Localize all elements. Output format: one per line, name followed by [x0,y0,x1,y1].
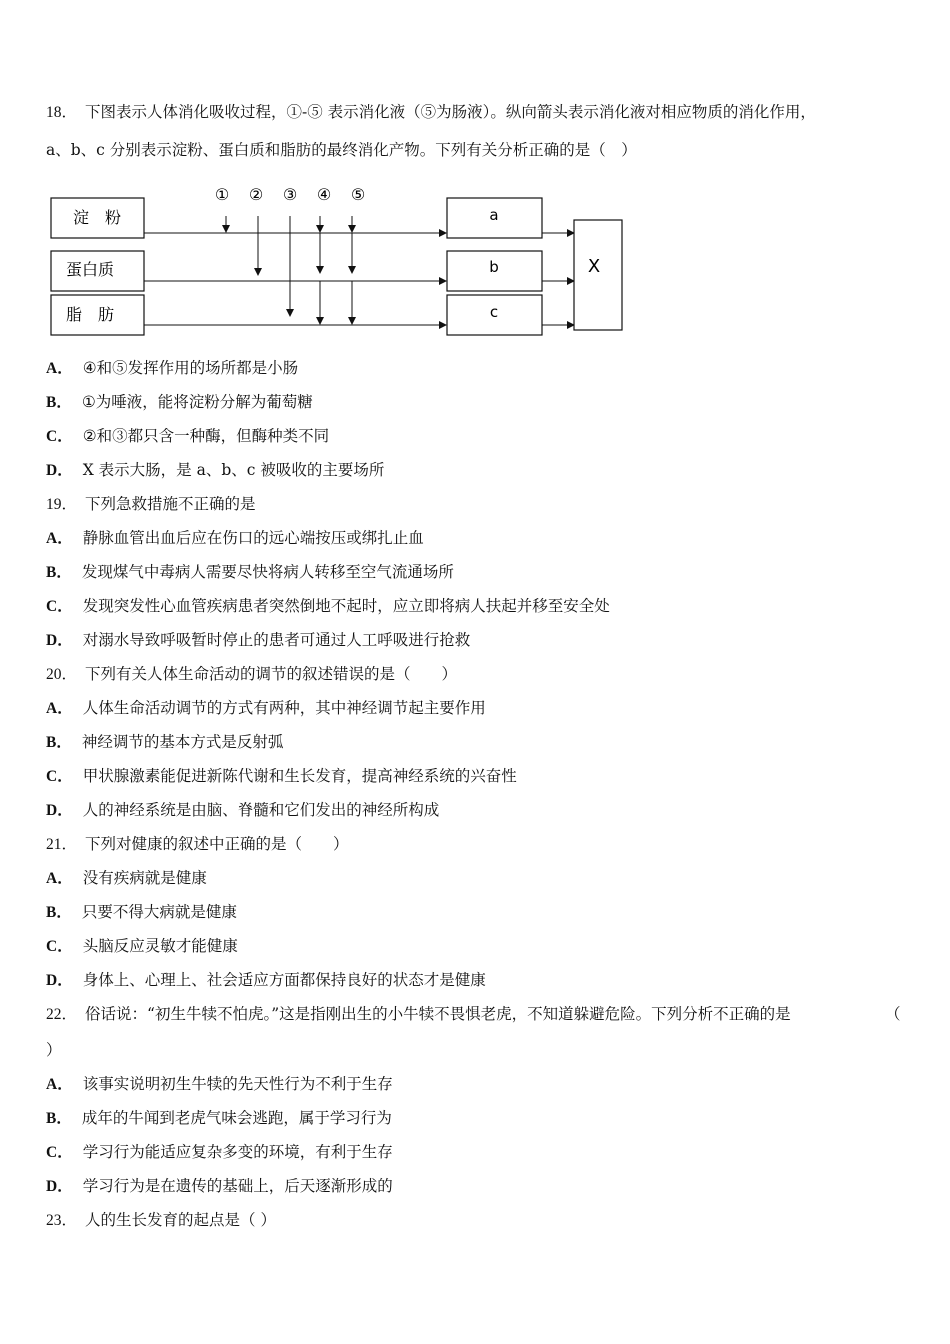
q19-option-c[interactable] [46,596,610,617]
option-label: D． [46,1178,73,1195]
label-fat: 脂 肪 [65,305,115,324]
q22-option-d[interactable] [46,1176,393,1197]
q19-stem [46,494,256,515]
q19-number: 19． [46,496,78,513]
q21-option-a[interactable] [46,868,207,889]
label-product-c: c [489,303,499,321]
q22-stem-text: 俗话说：“初生牛犊不怕虎。”这是指刚出生的小牛犊不畏惧老虎，不知道躲避危险。下列分析不正确的是 [85,1005,791,1023]
q20-stem-text: 下列有关人体生命活动的调节的叙述错误的是（ ） [85,665,458,683]
option-label: D． [46,632,73,649]
q20-stem [46,664,457,685]
option-label: A． [46,700,73,717]
q21-option-c[interactable] [46,936,238,957]
option-label: B． [46,1110,72,1127]
label-product-b: b [489,258,499,276]
q18-stem-text: 下图表示人体消化吸收过程，①-⑤ 表示消化液（⑤为肠液）。纵向箭头表示消化液对相应物质的消化作用， [85,103,816,121]
label-product-a: a [489,206,499,224]
q22-number: 22． [46,1006,78,1023]
option-text: 没有疾病就是健康 [82,869,207,887]
q20-option-c[interactable] [46,766,517,787]
option-label: D． [46,462,73,479]
label-x: X [587,256,601,277]
juice-label-5: ⑤ [350,185,366,204]
option-label: A． [46,360,73,377]
q20-number: 20． [46,666,78,683]
q21-option-d[interactable] [46,970,486,991]
option-label: B． [46,734,72,751]
option-text: ④和⑤发挥作用的场所都是小肠 [82,359,299,377]
q18-option-c[interactable] [46,426,329,447]
label-protein: 蛋白质 [65,260,115,279]
q19-option-a[interactable] [46,528,424,549]
q18-stem-line1 [46,102,816,123]
q20-option-b[interactable] [46,732,283,753]
label-starch: 淀 粉 [72,208,122,227]
option-text: 身体上、心理上、社会适应方面都保持良好的状态才是健康 [82,971,486,989]
q23-stem [46,1210,276,1231]
q20-option-a[interactable] [46,698,486,719]
q22-stem-line1 [46,1004,791,1025]
q21-number: 21． [46,836,78,853]
q19-stem-text: 下列急救措施不正确的是 [85,495,256,513]
option-label: B． [46,564,72,581]
option-label: B． [46,904,72,921]
q19-option-d[interactable] [46,630,470,651]
option-text: 发现煤气中毒病人需要尽快将病人转移至空气流通场所 [81,563,454,581]
juice-label-4: ④ [316,185,332,204]
option-label: C． [46,1144,73,1161]
q23-number: 23． [46,1212,78,1229]
option-label: B． [46,394,72,411]
option-label: D． [46,972,73,989]
option-text: X 表示大肠，是 a、b、c 被吸收的主要场所 [82,461,385,479]
q18-stem-line2: a、b、c 分别表示淀粉、蛋白质和脂肪的最终消化产物。下列有关分析正确的是（ ） [46,141,637,159]
q21-stem-text: 下列对健康的叙述中正确的是（ ） [85,835,349,853]
q22-option-c[interactable] [46,1142,393,1163]
option-text: 静脉血管出血后应在伤口的远心端按压或绑扎止血 [82,529,424,547]
q21-stem [46,834,349,855]
option-label: C． [46,598,73,615]
option-text: 成年的牛闻到老虎气味会逃跑，属于学习行为 [81,1109,392,1127]
q18-option-d[interactable] [46,460,384,481]
option-label: C． [46,938,73,955]
option-text: 甲状腺激素能促进新陈代谢和生长发育，提高神经系统的兴奋性 [82,767,517,785]
q20-option-d[interactable] [46,800,439,821]
option-text: 人的神经系统是由脑、脊髓和它们发出的神经所构成 [82,801,440,819]
option-label: A． [46,870,73,887]
juice-label-2: ② [248,185,264,204]
option-label: C． [46,768,73,785]
q21-option-b[interactable] [46,902,237,923]
q23-stem-text: 人的生长发育的起点是（ ） [85,1211,276,1229]
digestion-diagram [0,180,700,345]
option-text: 只要不得大病就是健康 [81,903,237,921]
option-label: D． [46,802,73,819]
option-text: 学习行为能适应复杂多变的环境，有利于生存 [82,1143,393,1161]
q22-stem-line2: ） [46,1041,62,1059]
q19-option-b[interactable] [46,562,454,583]
option-label: A． [46,1076,73,1093]
q22-paren-open: （ [885,1005,901,1023]
option-text: 神经调节的基本方式是反射弧 [81,733,284,751]
option-text: 学习行为是在遗传的基础上，后天逐渐形成的 [82,1177,393,1195]
q18-number: 18． [46,104,78,121]
q18-option-a[interactable] [46,358,298,379]
option-label: A． [46,530,73,547]
option-text: 人体生命活动调节的方式有两种，其中神经调节起主要作用 [82,699,486,717]
option-text: 该事实说明初生牛犊的先天性行为不利于生存 [82,1075,393,1093]
q18-option-b[interactable] [46,392,313,413]
juice-label-1: ① [214,185,230,204]
option-text: ②和③都只含一种酶，但酶种类不同 [82,427,330,445]
q22-option-b[interactable] [46,1108,392,1129]
option-text: 头脑反应灵敏才能健康 [82,937,238,955]
option-label: C． [46,428,73,445]
juice-label-3: ③ [282,185,298,204]
q22-option-a[interactable] [46,1074,393,1095]
option-text: 对溺水导致呼吸暂时停止的患者可通过人工呼吸进行抢救 [82,631,471,649]
option-text: 发现突发性心血管疾病患者突然倒地不起时，应立即将病人扶起并移至安全处 [82,597,610,615]
option-text: ①为唾液，能将淀粉分解为葡萄糖 [81,393,313,411]
